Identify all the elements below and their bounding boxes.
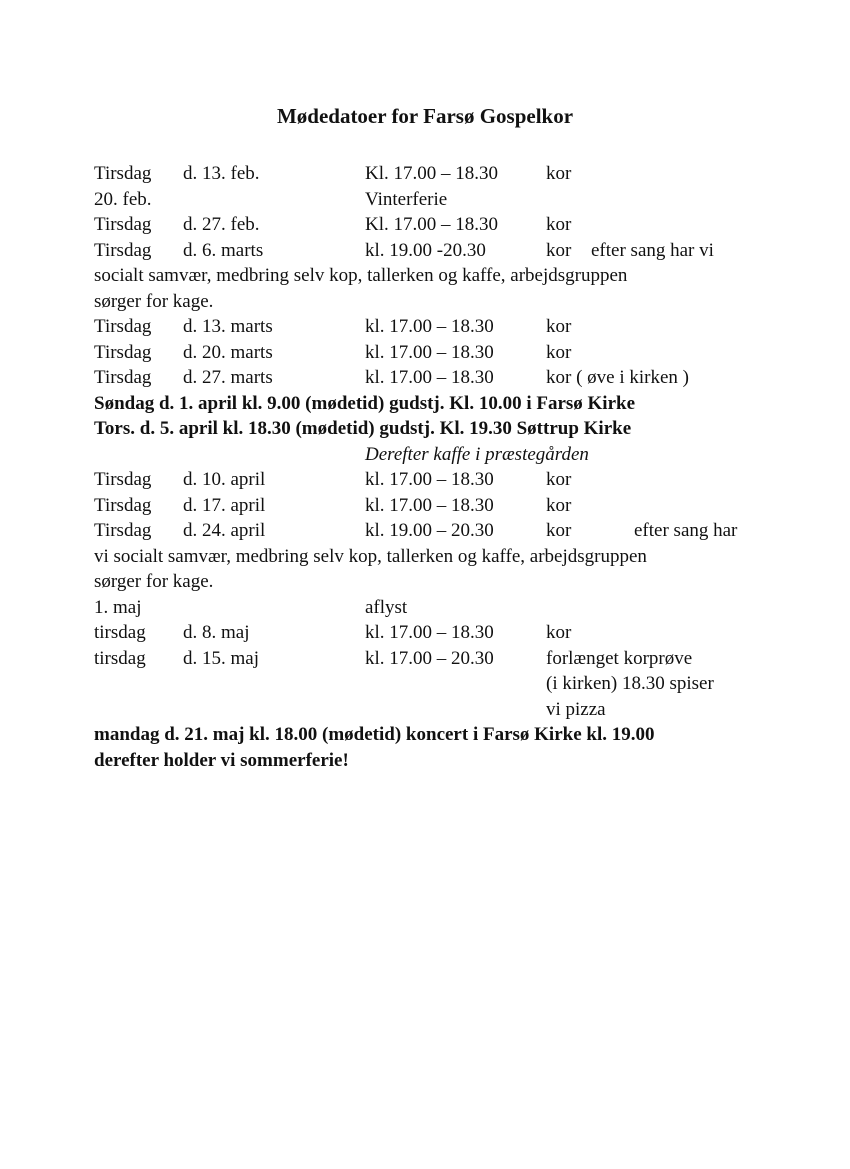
schedule-row xyxy=(94,161,774,187)
italic-note: Derefter kaffe i præstegården xyxy=(365,443,589,465)
row-date: d. 17. april xyxy=(183,494,266,516)
row-activity: kor xyxy=(546,622,572,643)
row-time: kl. 17.00 – 20.30 xyxy=(365,647,494,669)
row-date: d. 6. marts xyxy=(183,239,264,261)
row-time: Kl. 17.00 – 18.30 xyxy=(365,214,498,235)
row-activity: kor xyxy=(546,341,572,363)
row-activity: vi pizza xyxy=(546,698,606,720)
row-time: Kl. 17.00 – 18.30 xyxy=(365,163,498,184)
continuation-line: socialt samvær, medbring selv kop, tallerken og kaffe, arbejdsgruppen xyxy=(94,265,628,286)
row-date: d. 24. april xyxy=(183,520,266,541)
row-day: 20. feb. xyxy=(94,188,152,210)
highlight-line: mandag d. 21. maj kl. 18.00 (mødetid) koncert i Farsø Kirke kl. 19.00 xyxy=(94,724,655,745)
schedule-row xyxy=(94,518,774,544)
schedule-row xyxy=(94,314,774,340)
row-time: Vinterferie xyxy=(365,188,448,210)
row-activity: (i kirken) 18.30 spiser xyxy=(546,673,714,694)
row-date: d. 27. feb. xyxy=(183,214,260,235)
schedule-row xyxy=(94,365,774,391)
schedule-row xyxy=(94,646,774,672)
schedule-row xyxy=(94,340,774,366)
row-day: Tirsdag xyxy=(94,316,152,337)
continuation-line: vi socialt samvær, medbring selv kop, tallerken og kaffe, arbejdsgruppen xyxy=(94,545,647,567)
row-day: Tirsdag xyxy=(94,163,152,184)
schedule-row xyxy=(94,697,774,723)
row-date: d. 13. feb. xyxy=(183,163,260,184)
row-date: d. 27. marts xyxy=(183,367,273,388)
schedule-row xyxy=(94,467,774,493)
page-title: Mødedatoer for Farsø Gospelkor xyxy=(276,104,574,128)
schedule-row xyxy=(94,620,774,646)
row-time: kl. 17.00 – 18.30 xyxy=(365,622,494,643)
row-time: kl. 17.00 – 18.30 xyxy=(365,316,494,337)
italic-note-line xyxy=(94,442,774,468)
schedule-row xyxy=(94,238,774,264)
row-day: Tirsdag xyxy=(94,239,152,261)
continuation-line: sørger for kage. xyxy=(94,290,214,312)
row-day: Tirsdag xyxy=(94,341,152,363)
row-activity: kor xyxy=(546,316,572,337)
row-time: aflyst xyxy=(365,596,408,618)
row-time: kl. 17.00 – 18.30 xyxy=(365,367,494,388)
continuation-line: sørger for kage. xyxy=(94,571,214,592)
row-time: kl. 17.00 – 18.30 xyxy=(365,494,494,516)
row-activity: forlænget korprøve xyxy=(546,647,693,669)
highlight-line: Søndag d. 1. april kl. 9.00 (mødetid) gudstj. Kl. 10.00 i Farsø Kirke xyxy=(94,392,636,414)
row-day: Tirsdag xyxy=(94,494,152,516)
row-activity: kor xyxy=(546,163,572,184)
row-activity: kor xyxy=(546,469,572,490)
row-date: d. 20. marts xyxy=(183,341,273,363)
highlight-line: derefter holder vi sommerferie! xyxy=(94,749,349,771)
row-activity: kor xyxy=(546,239,572,261)
row-day: Tirsdag xyxy=(94,469,152,490)
schedule-row xyxy=(94,595,774,621)
row-time: kl. 17.00 – 18.30 xyxy=(365,469,494,490)
row-time: kl. 19.00 – 20.30 xyxy=(365,520,494,541)
row-day: Tirsdag xyxy=(94,367,152,388)
row-day: tirsdag xyxy=(94,622,146,643)
row-date: d. 15. maj xyxy=(183,647,259,669)
row-activity: kor ( øve i kirken ) xyxy=(546,367,689,388)
schedule-row xyxy=(94,671,774,697)
row-activity: kor xyxy=(546,214,572,235)
schedule-row xyxy=(94,212,774,238)
row-day: 1. maj xyxy=(94,596,142,618)
row-activity: kor xyxy=(546,494,572,516)
row-activity: kor xyxy=(546,520,572,541)
row-time: kl. 19.00 -20.30 xyxy=(365,239,486,261)
row-day: Tirsdag xyxy=(94,520,152,541)
row-date: d. 10. april xyxy=(183,469,266,490)
row-day: tirsdag xyxy=(94,647,146,669)
row-date: d. 13. marts xyxy=(183,316,273,337)
schedule-row xyxy=(94,187,774,213)
schedule-list xyxy=(94,161,774,773)
row-time: kl. 17.00 – 18.30 xyxy=(365,341,494,363)
row-note: efter sang har xyxy=(634,520,738,541)
schedule-row xyxy=(94,493,774,519)
row-date: d. 8. maj xyxy=(183,622,250,643)
row-day: Tirsdag xyxy=(94,214,152,235)
highlight-line: Tors. d. 5. april kl. 18.30 (mødetid) gudstj. Kl. 19.30 Søttrup Kirke xyxy=(94,418,632,439)
row-note: efter sang har vi xyxy=(591,239,714,261)
